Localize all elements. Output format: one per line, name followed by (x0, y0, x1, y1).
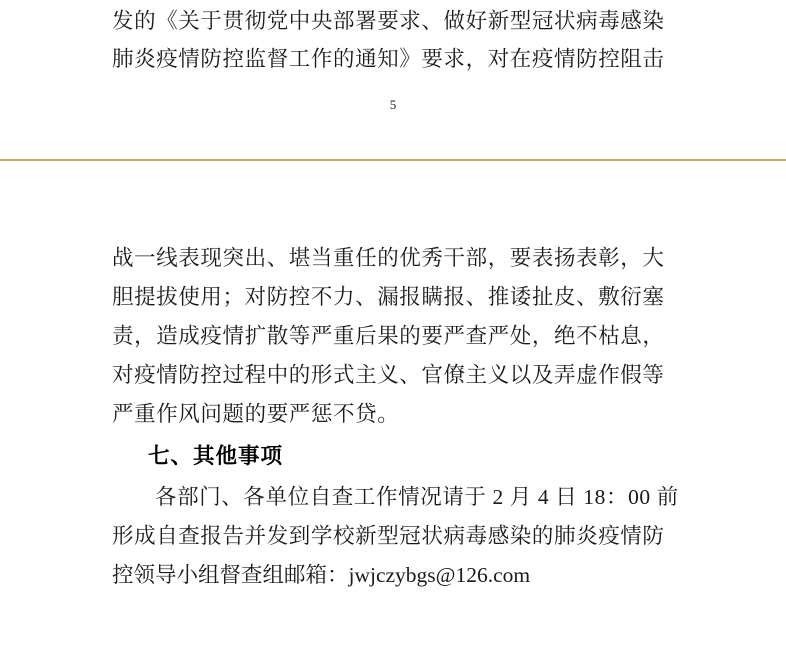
paragraph-line: 各部门、各单位自查工作情况请于 2 月 4 日 18：00 前 (155, 485, 679, 509)
paragraph-line: 严重作风问题的要严惩不贷。 (112, 402, 400, 426)
section-heading: 七、其他事项 (148, 444, 284, 468)
paragraph-line: 形成自查报告并发到学校新型冠状病毒感染的肺炎疫情防 (112, 524, 665, 548)
paragraph-line-with-email: 控领导小组督查组邮箱：jwjczybgs@126.com (112, 563, 531, 587)
body-paragraph-block (0, 239, 786, 595)
paragraph-line: 发的《关于贯彻党中央部署要求、做好新型冠状病毒感染 (112, 9, 665, 33)
top-paragraph-block (0, 0, 786, 79)
spacer (0, 161, 786, 239)
page-number: 5 (389, 97, 397, 112)
paragraph-line: 责，造成疫情扩散等严重后果的要严查严处，绝不枯息， (112, 324, 665, 348)
paragraph-line: 肺炎疫情防控监督工作的通知》要求，对在疫情防控阻击 (112, 47, 665, 71)
paragraph-line: 对疫情防控过程中的形式主义、官僚主义以及弄虚作假等 (112, 363, 665, 387)
paragraph-line: 战一线表现突出、堪当重任的优秀干部，要表扬表彰，大 (112, 246, 665, 270)
paragraph-line: 胆提拔使用；对防控不力、漏报瞒报、推诿扯皮、敷衍塞 (112, 285, 665, 309)
